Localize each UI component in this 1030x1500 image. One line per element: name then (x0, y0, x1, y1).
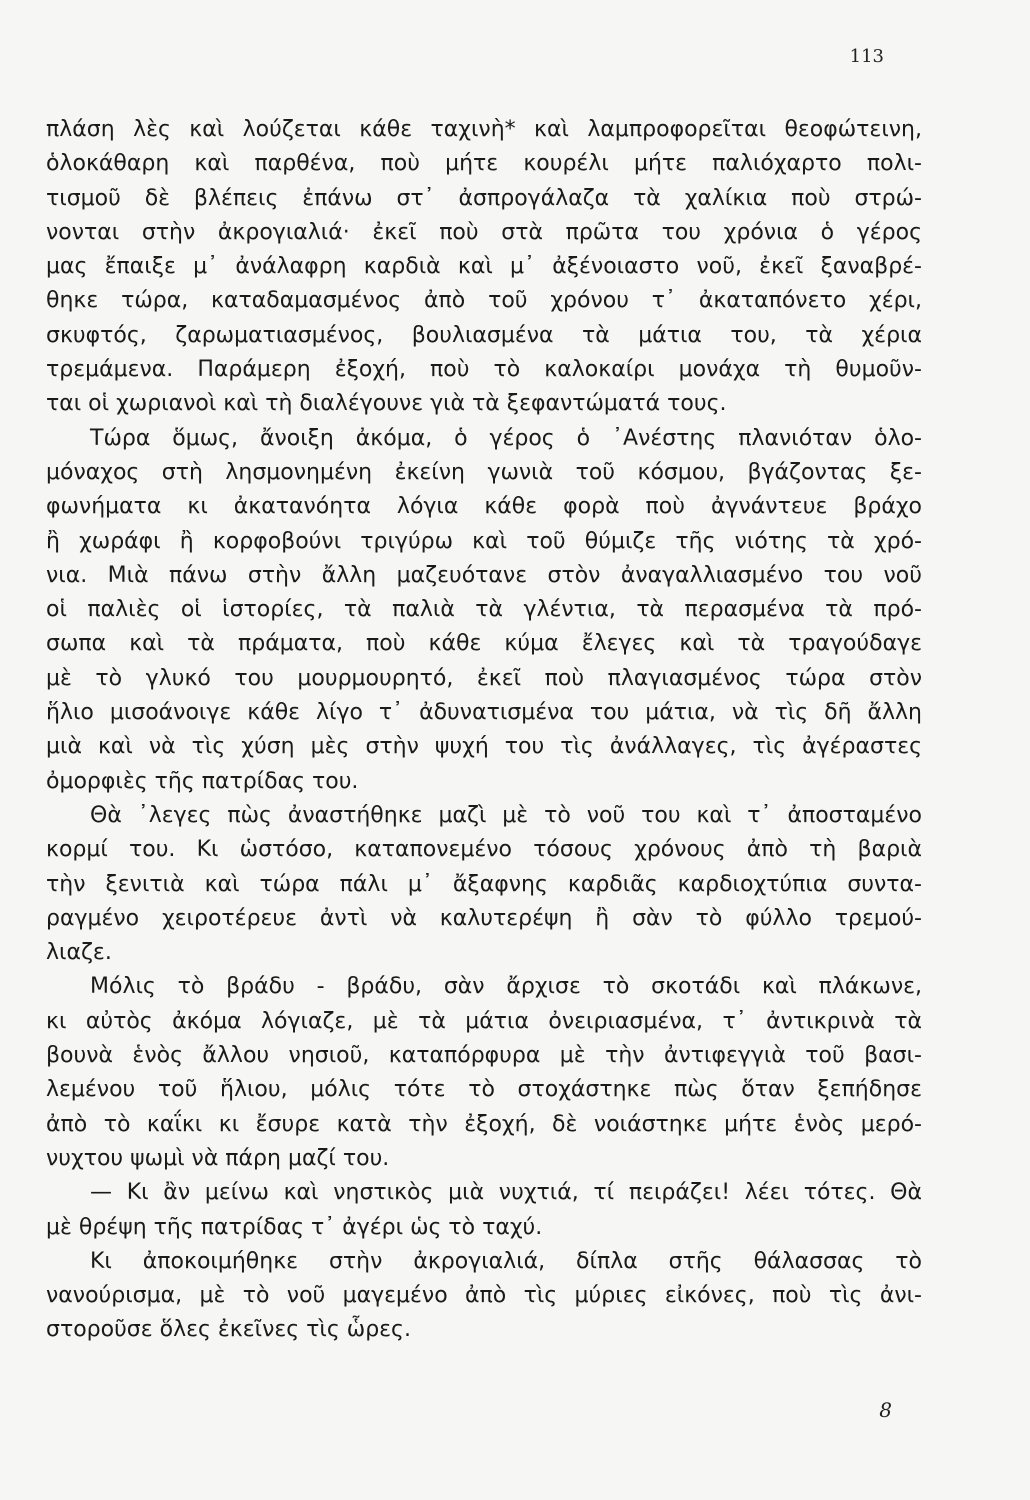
text-line: τρεμάμενα. Παράμερη ἐξοχή, ποὺ τὸ καλοκαίρι μονάχα τὴ θυμοῦν- (46, 357, 922, 383)
text-line: — Κι ἂν μείνω καὶ νηστικὸς μιὰ νυχτιά, τί πειράζει! λέει τότες. Θὰ (90, 1180, 922, 1206)
text-line: ἢ χωράφι ἢ κορφοβούνι τριγύρω καὶ τοῦ θύμιζε τῆς νιότης τὰ χρό- (46, 528, 922, 554)
text-line: κι αὐτὸς ἀκόμα λόγιαζε, μὲ τὰ μάτια ὀνειριασμένα, τ᾽ ἀντικρινὰ τὰ (46, 1008, 922, 1034)
text-line: ραγμένο χειροτέρευε ἀντὶ νὰ καλυτερέψη ἢ σὰν τὸ φύλλο τρεμού- (46, 905, 922, 931)
text-line: ὀμορφιὲς τῆς πατρίδας του. (46, 768, 359, 794)
text-line: μόναχος στὴ λησμονημένη ἐκείνη γωνιὰ τοῦ κόσμου, βγάζοντας ξε- (46, 459, 922, 485)
text-line: κορμί του. Κι ὡστόσο, καταπονεμένο τόσους χρόνους ἀπὸ τὴ βαριὰ (46, 837, 922, 863)
text-line: λιαζε. (46, 940, 112, 966)
text-line: Θὰ ᾽λεγες πὼς ἀναστήθηκε μαζὶ μὲ τὸ νοῦ του καὶ τ᾽ ἀποσταμένο (90, 802, 922, 828)
text-line: Κι ἀποκοιμήθηκε στὴν ἀκρογιαλιά, δίπλα στῆς θάλασσας τὸ (90, 1248, 922, 1274)
text-line: νυχτου ψωμὶ νὰ πάρη μαζί του. (46, 1145, 390, 1171)
text-line: νονται στὴν ἀκρογιαλιά· ἐκεῖ ποὺ στὰ πρῶτα του χρόνια ὁ γέρος (46, 219, 922, 245)
text-line: νια. Μιὰ πάνω στὴν ἄλλη μαζευότανε στὸν ἀναγαλλιασμένο του νοῦ (46, 562, 922, 588)
text-line: μὲ τὸ γλυκό του μουρμουρητό, ἐκεῖ ποὺ πλαγιασμένος τώρα στὸν (46, 665, 922, 691)
text-line: τισμοῦ δὲ βλέπεις ἐπάνω στ᾽ ἀσπρογάλαζα τὰ χαλίκια ποὺ στρώ- (46, 185, 922, 211)
body-text (46, 113, 922, 1348)
text-line: ἥλιο μισοάνοιγε κάθε λίγο τ᾽ ἀδυνατισμένα του μάτια, νὰ τὶς δῆ ἄλλη (46, 700, 922, 726)
text-line: ται οἱ χωριανοὶ καὶ τὴ διαλέγουνε γιὰ τὰ ξεφαντώματά τους. (46, 391, 727, 417)
text-line: σωπα καὶ τὰ πράματα, ποὺ κάθε κύμα ἔλεγες καὶ τὰ τραγούδαγε (46, 631, 922, 657)
text-line: θηκε τώρα, καταδαμασμένος ἀπὸ τοῦ χρόνου τ᾽ ἀκαταπόνετο χέρι, (46, 288, 922, 314)
text-line: μιὰ καὶ νὰ τὶς χύση μὲς στὴν ψυχή του τὶς ἀνάλλαγες, τὶς ἀγέραστες (46, 734, 922, 760)
page-number: 113 (849, 46, 884, 67)
text-line: νανούρισμα, μὲ τὸ νοῦ μαγεμένο ἀπὸ τὶς μύριες εἰκόνες, ποὺ τὶς ἀνι- (46, 1283, 922, 1309)
text-line: λεμένου τοῦ ἥλιου, μόλις τότε τὸ στοχάστηκε πὼς ὅταν ξεπήδησε (46, 1077, 922, 1103)
text-line: οἱ παλιὲς οἱ ἱστορίες, τὰ παλιὰ τὰ γλέντια, τὰ περασμένα τὰ πρό- (46, 597, 922, 623)
text-line: βουνὰ ἑνὸς ἄλλου νησιοῦ, καταπόρφυρα μὲ τὴν ἀντιφεγγιὰ τοῦ βασι- (46, 1043, 922, 1069)
text-line: μὲ θρέψη τῆς πατρίδας τ᾽ ἀγέρι ὡς τὸ ταχύ. (46, 1214, 543, 1240)
signature-mark: 8 (879, 1398, 892, 1422)
text-line: τὴν ξενιτιὰ καὶ τώρα πάλι μ᾽ ἄξαφνης καρδιᾶς καρδιοχτύπια συντα- (46, 871, 922, 897)
text-line: στοροῦσε ὅλες ἐκεῖνες τὶς ὧρες. (46, 1317, 411, 1343)
text-line: μας ἔπαιξε μ᾽ ἀνάλαφρη καρδιὰ καὶ μ᾽ ἀξένοιαστο νοῦ, ἐκεῖ ξαναβρέ- (46, 254, 922, 280)
text-line: Μόλις τὸ βράδυ - βράδυ, σὰν ἄρχισε τὸ σκοτάδι καὶ πλάκωνε, (90, 974, 922, 1000)
text-line: Τώρα ὅμως, ἄνοιξη ἀκόμα, ὁ γέρος ὁ ᾽Ανέστης πλανιόταν ὁλο- (90, 425, 922, 451)
text-line: ὁλοκάθαρη καὶ παρθένα, ποὺ μήτε κουρέλι μήτε παλιόχαρτο πολι- (46, 151, 922, 177)
text-line: σκυφτός, ζαρωματιασμένος, βουλιασμένα τὰ μάτια του, τὰ χέρια (46, 322, 922, 348)
text-line: φωνήματα κι ἀκατανόητα λόγια κάθε φορὰ ποὺ ἀγνάντευε βράχο (46, 494, 922, 520)
text-line: πλάση λὲς καὶ λούζεται κάθε ταχινὴ* καὶ λαμπροφορεῖται θεοφώτεινη, (46, 117, 922, 142)
text-line: ἀπὸ τὸ καΐκι κι ἔσυρε κατὰ τὴν ἐξοχή, δὲ νοιάστηκε μήτε ἑνὸς μερό- (46, 1111, 922, 1137)
